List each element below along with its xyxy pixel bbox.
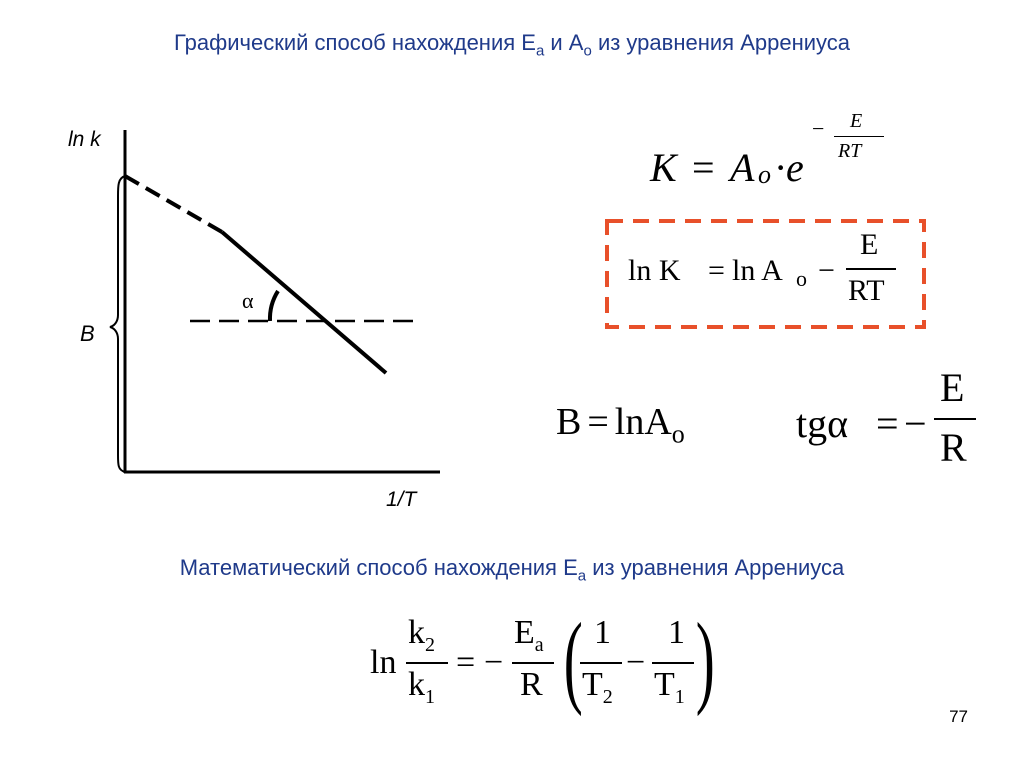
x-axis-label: 1/T: [386, 488, 417, 511]
extrapolation-line: [125, 176, 222, 232]
intercept-label: B: [80, 321, 95, 346]
angle-arc: [270, 291, 278, 321]
slide-title: Графический способ нахождения $E_a$ и $A_o$ из уравнения Аррениуса: [174, 30, 850, 60]
page-number: 77: [949, 707, 968, 726]
subtitle: Математический способ нахождения $E_a$ из уравнения Аррениуса: [179, 555, 845, 585]
intercept-brace: [110, 176, 125, 472]
angle-label: α: [242, 288, 254, 313]
formula-intercept: B = lnA$_o$: [556, 401, 685, 449]
formula-math: ln $k_2$ $k_1$ = − $E_a$ R ( 1 $T_2$ − 1 $T_1$ ): [370, 602, 715, 717]
y-axis-label: ln k: [68, 128, 101, 151]
